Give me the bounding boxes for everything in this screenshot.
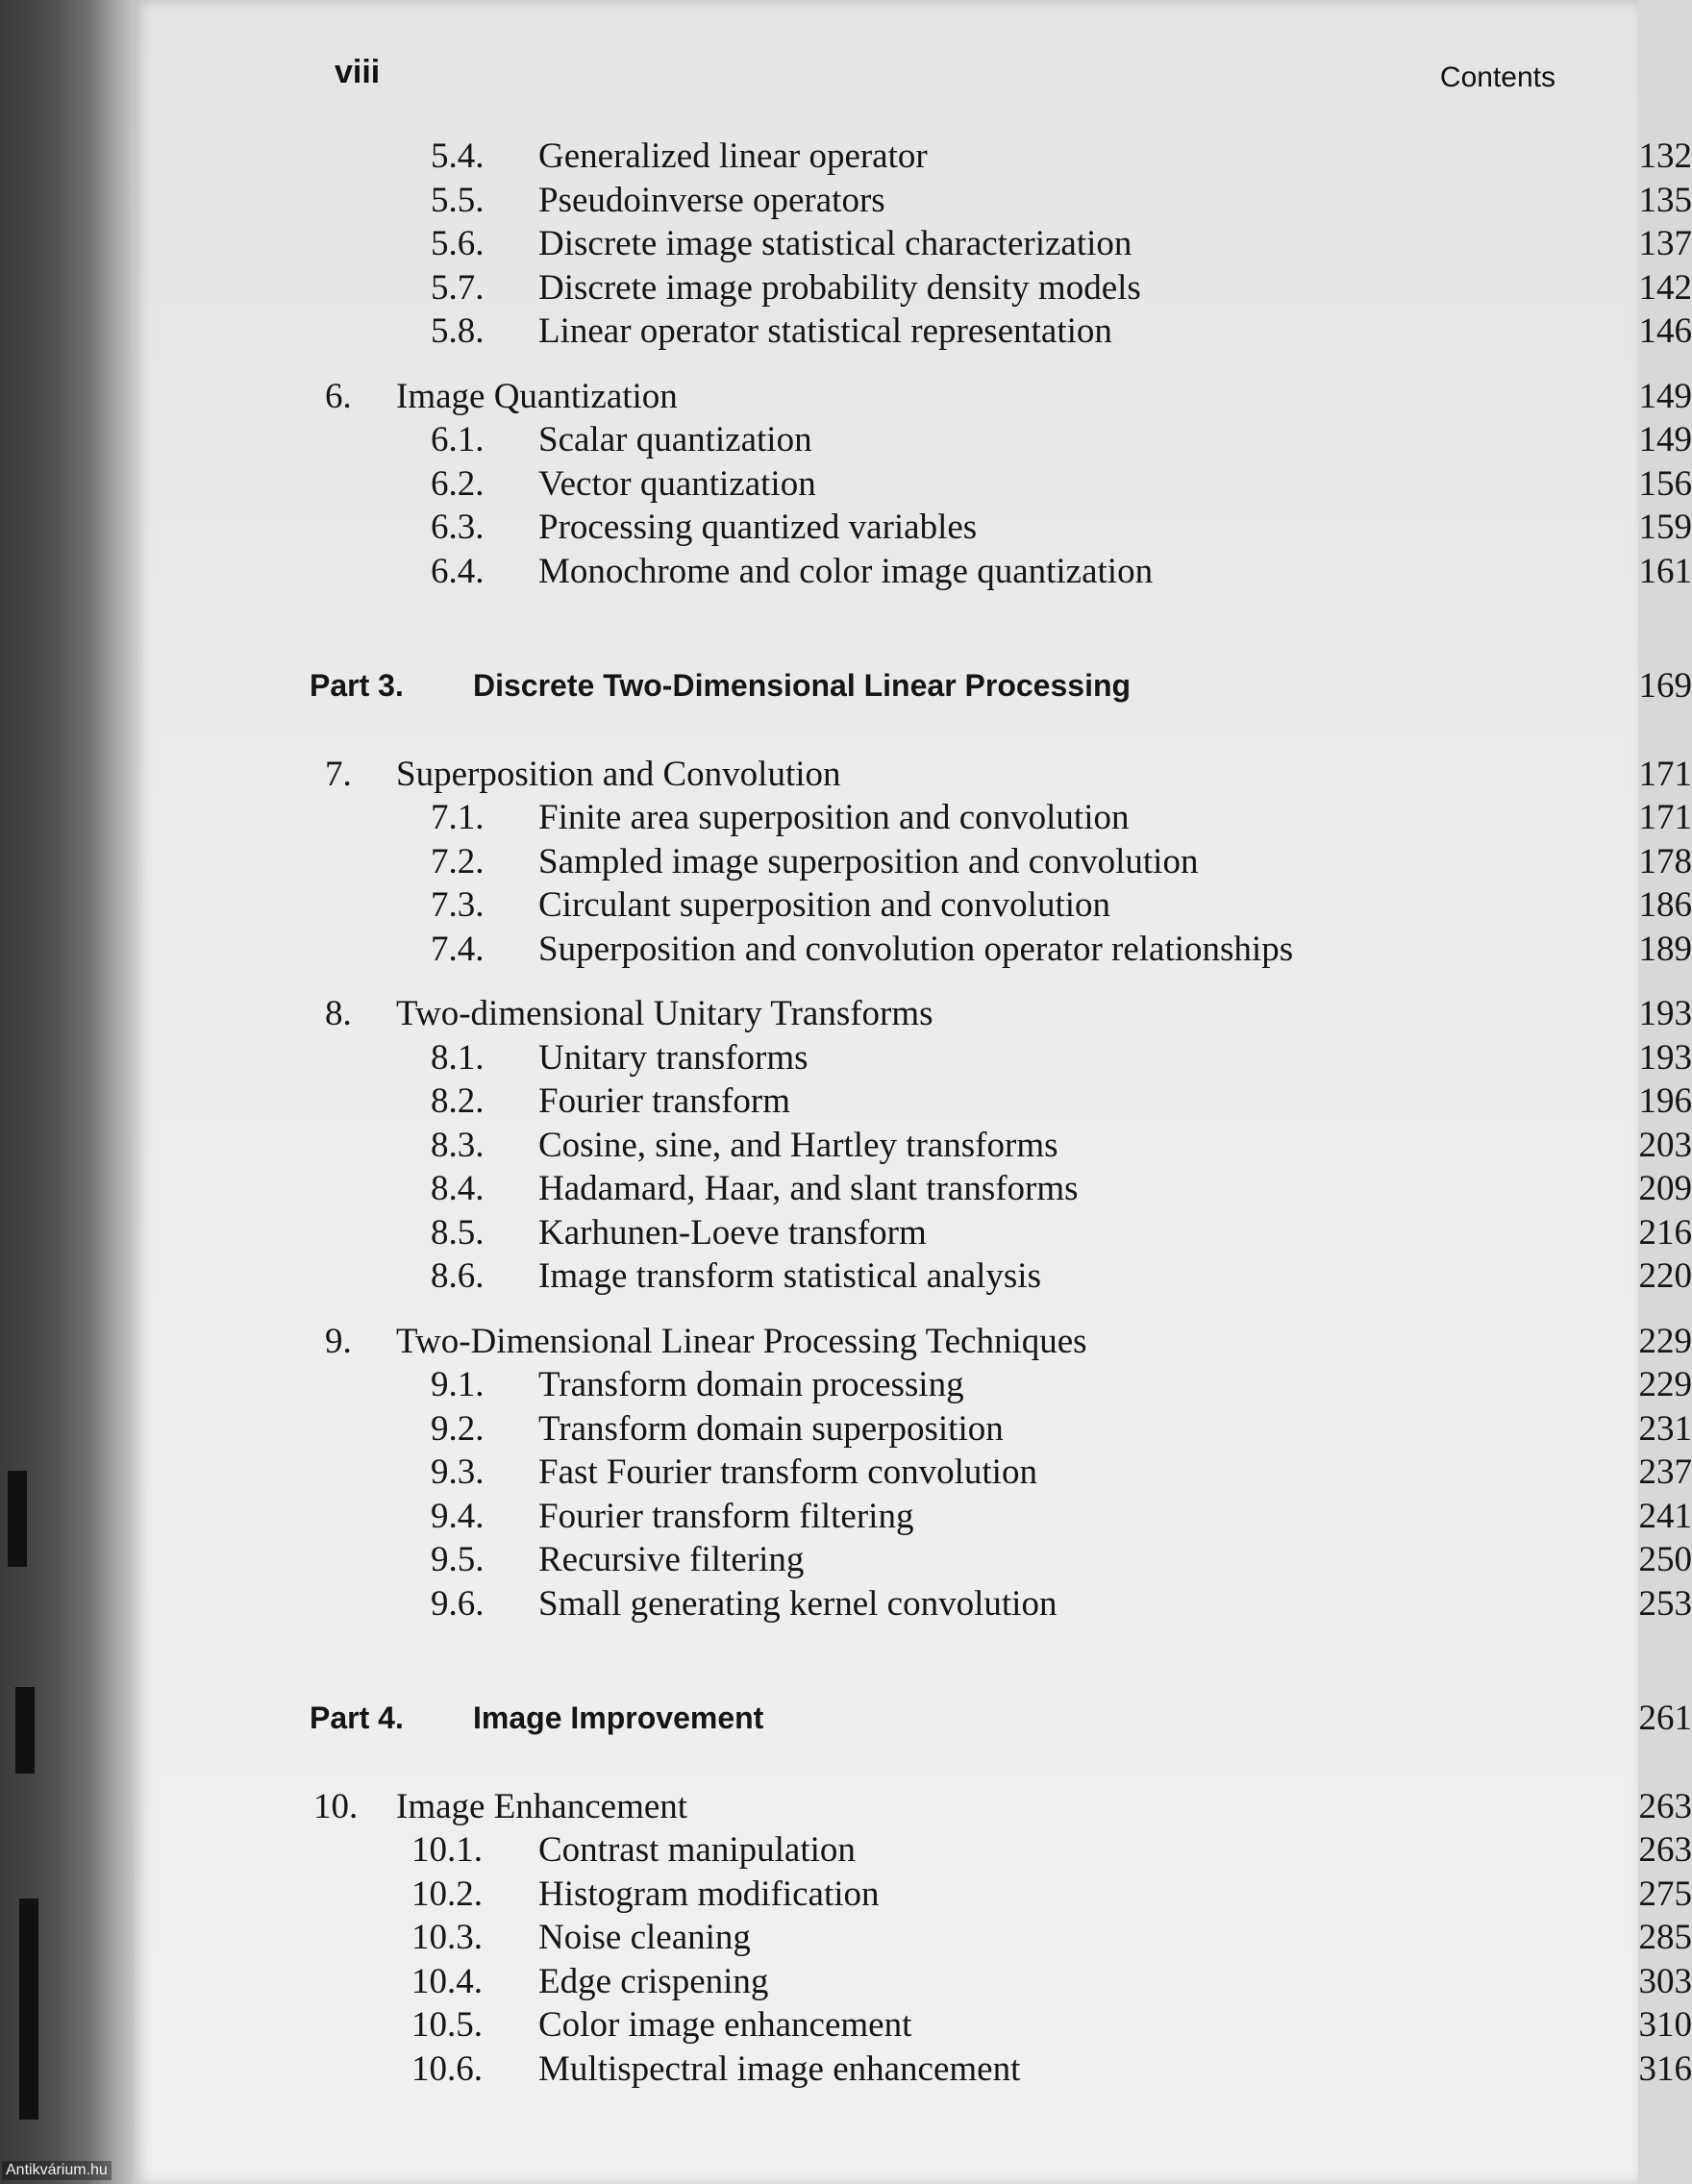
- section-title: Generalized linear operator: [538, 136, 928, 176]
- page-folio: viii: [335, 54, 381, 90]
- section-number: 9.4.: [431, 1496, 485, 1536]
- section-number: 5.6.: [431, 224, 485, 263]
- section-title: Sampled image superposition and convolution: [538, 841, 1199, 881]
- chapter-title: Superposition and Convolution: [396, 754, 841, 794]
- section-number: 8.1.: [431, 1037, 485, 1078]
- spacer: [325, 971, 1692, 992]
- section-number: 10.6.: [411, 2048, 483, 2089]
- section-page: 149: [1638, 420, 1692, 459]
- toc-section: [325, 222, 1692, 266]
- section-page: 263: [1638, 1830, 1692, 1870]
- section-page: 193: [1638, 1037, 1692, 1078]
- section-page: 216: [1638, 1212, 1692, 1253]
- chapter-page: 171: [1638, 754, 1692, 794]
- section-title: Transform domain superposition: [538, 1408, 1004, 1449]
- part-title: Image Improvement: [473, 1700, 764, 1735]
- part-title: Discrete Two-Dimensional Linear Processing: [473, 668, 1132, 703]
- toc-section: [325, 928, 1692, 972]
- toc-section: [325, 179, 1692, 223]
- spacer: [325, 1626, 1692, 1697]
- section-page: 231: [1638, 1408, 1692, 1449]
- chapter-page: 193: [1638, 994, 1692, 1033]
- section-page: 275: [1638, 1874, 1692, 1914]
- section-title: Karhunen-Loeve transform: [538, 1212, 927, 1253]
- section-page: 178: [1638, 841, 1692, 881]
- section-page: 132: [1638, 136, 1692, 176]
- section-number: 9.1.: [431, 1365, 485, 1404]
- part-page: 169: [1638, 666, 1692, 706]
- part-page: 261: [1638, 1699, 1692, 1738]
- chapter-number: 9.: [325, 1321, 352, 1361]
- section-page: 209: [1638, 1169, 1692, 1208]
- toc-section: [325, 1916, 1692, 1960]
- section-number: 5.4.: [431, 136, 485, 176]
- section-page: 253: [1638, 1583, 1692, 1624]
- spine-mark: [19, 1899, 38, 2120]
- running-head: [335, 48, 1555, 96]
- section-page: 250: [1638, 1540, 1692, 1579]
- section-page: 159: [1638, 508, 1692, 547]
- section-title: Color image enhancement: [538, 2005, 912, 2045]
- section-number: 5.8.: [431, 311, 485, 351]
- section-title: Linear operator statistical representation: [538, 311, 1112, 351]
- toc-section: [325, 1495, 1692, 1539]
- section-number: 6.4.: [431, 551, 485, 591]
- toc-section: [325, 1080, 1692, 1124]
- section-number: 7.2.: [431, 841, 485, 881]
- spine-mark: [15, 1687, 35, 1774]
- toc-chapter: [325, 375, 1692, 419]
- section-title: Fourier transform filtering: [538, 1496, 914, 1536]
- section-page: 137: [1638, 224, 1692, 263]
- toc-chapter: [325, 992, 1692, 1036]
- section-page: 135: [1638, 180, 1692, 220]
- section-page: 156: [1638, 463, 1692, 504]
- section-title: Circulant superposition and convolution: [538, 885, 1110, 925]
- toc-section: [325, 1873, 1692, 1917]
- section-page: 237: [1638, 1452, 1692, 1492]
- spacer: [325, 354, 1692, 375]
- toc-section: [325, 1407, 1692, 1452]
- section-page: 189: [1638, 929, 1692, 969]
- section-title: Edge crispening: [538, 1961, 769, 2001]
- toc-section: [325, 2048, 1692, 2092]
- section-number: 9.5.: [431, 1540, 485, 1579]
- section-title: Histogram modification: [538, 1874, 880, 1914]
- section-title: Finite area superposition and convolution: [538, 798, 1130, 837]
- section-number: 8.6.: [431, 1256, 485, 1296]
- section-page: 203: [1638, 1125, 1692, 1165]
- section-title: Discrete image statistical characterization: [538, 224, 1132, 263]
- spine-mark: [8, 1471, 27, 1567]
- section-number: 8.3.: [431, 1125, 485, 1165]
- toc-section: [325, 135, 1692, 179]
- spacer: [325, 1741, 1692, 1785]
- section-number: 6.2.: [431, 463, 485, 504]
- toc-chapter: [313, 1785, 1692, 1829]
- toc-section: [325, 1582, 1692, 1626]
- chapter-number: 7.: [325, 754, 352, 794]
- section-title: Multispectral image enhancement: [538, 2048, 1021, 2089]
- section-page: 161: [1638, 551, 1692, 591]
- toc-chapter: [325, 753, 1692, 797]
- section-number: 10.3.: [411, 1918, 483, 1957]
- toc-section: [325, 462, 1692, 507]
- chapter-page: 229: [1638, 1321, 1692, 1361]
- toc-chapter: [325, 1320, 1692, 1364]
- chapter-number: 10.: [313, 1786, 359, 1826]
- section-page: 310: [1638, 2005, 1692, 2045]
- toc-part: [310, 1697, 1692, 1741]
- section-number: 9.6.: [431, 1583, 485, 1624]
- chapter-title: Two-Dimensional Linear Processing Techniques: [396, 1321, 1087, 1361]
- book-spine: [0, 0, 135, 2184]
- section-title: Discrete image probability density models: [538, 267, 1141, 308]
- section-title: Noise cleaning: [538, 1918, 751, 1957]
- section-title: Cosine, sine, and Hartley transforms: [538, 1125, 1058, 1165]
- section-number: 9.3.: [431, 1452, 485, 1492]
- toc-section: [325, 1211, 1692, 1255]
- section-title: Contrast manipulation: [538, 1830, 856, 1870]
- toc-section: [325, 418, 1692, 462]
- chapter-page: 263: [1638, 1786, 1692, 1826]
- section-title: Recursive filtering: [538, 1540, 805, 1579]
- running-head-title: Contents: [1439, 62, 1555, 93]
- section-page: 285: [1638, 1918, 1692, 1957]
- section-number: 9.2.: [431, 1408, 485, 1449]
- section-title: Fast Fourier transform convolution: [538, 1452, 1037, 1492]
- toc-section: [325, 1167, 1692, 1211]
- toc-section: [325, 1451, 1692, 1495]
- toc-section: [325, 1960, 1692, 2004]
- section-title: Superposition and convolution operator relationships: [538, 929, 1294, 969]
- section-number: 7.4.: [431, 929, 485, 969]
- spacer: [325, 593, 1692, 664]
- section-page: 146: [1638, 311, 1692, 351]
- section-title: Image transform statistical analysis: [538, 1256, 1041, 1296]
- toc-section: [325, 840, 1692, 884]
- section-page: 171: [1638, 798, 1692, 837]
- section-title: Pseudoinverse operators: [538, 180, 885, 220]
- section-title: Processing quantized variables: [538, 508, 978, 547]
- toc-section: [325, 266, 1692, 310]
- toc-section: [325, 1254, 1692, 1299]
- part-number: Part 4.: [310, 1700, 404, 1735]
- section-number: 10.1.: [411, 1830, 483, 1870]
- toc-section: [325, 796, 1692, 840]
- toc-section: [325, 1538, 1692, 1582]
- table-of-contents: [310, 135, 1692, 2091]
- section-page: 241: [1638, 1496, 1692, 1536]
- chapter-title: Image Enhancement: [396, 1786, 688, 1826]
- toc-section: [325, 550, 1692, 594]
- toc-section: [325, 883, 1692, 928]
- section-number: 8.4.: [431, 1169, 485, 1208]
- chapter-title: Image Quantization: [396, 376, 678, 416]
- section-number: 10.5.: [411, 2005, 483, 2045]
- chapter-page: 149: [1638, 376, 1692, 416]
- section-title: Hadamard, Haar, and slant transforms: [538, 1169, 1079, 1208]
- spacer: [325, 1299, 1692, 1320]
- section-page: 142: [1638, 267, 1692, 308]
- section-title: Fourier transform: [538, 1081, 791, 1121]
- section-title: Transform domain processing: [538, 1365, 964, 1404]
- section-number: 7.1.: [431, 798, 485, 837]
- section-page: 303: [1638, 1961, 1692, 2001]
- section-page: 196: [1638, 1081, 1692, 1121]
- toc-section: [325, 310, 1692, 354]
- toc-section: [325, 1036, 1692, 1080]
- toc-section: [325, 2003, 1692, 2048]
- spacer: [325, 708, 1692, 753]
- section-page: 220: [1638, 1256, 1692, 1296]
- section-number: 7.3.: [431, 885, 485, 925]
- part-number: Part 3.: [310, 668, 404, 703]
- toc-section: [325, 506, 1692, 550]
- toc-section: [325, 1124, 1692, 1168]
- section-page: 316: [1638, 2048, 1692, 2089]
- section-number: 8.2.: [431, 1081, 485, 1121]
- chapter-number: 8.: [325, 994, 352, 1033]
- book-page: [135, 0, 1692, 2184]
- section-number: 5.5.: [431, 180, 485, 220]
- section-number: 8.5.: [431, 1212, 485, 1253]
- section-title: Small generating kernel convolution: [538, 1583, 1058, 1624]
- section-page: 229: [1638, 1365, 1692, 1404]
- section-title: Monochrome and color image quantization: [538, 551, 1154, 591]
- section-title: Vector quantization: [538, 463, 816, 504]
- chapter-number: 6.: [325, 376, 352, 416]
- toc-section: [325, 1363, 1692, 1407]
- section-title: Scalar quantization: [538, 420, 812, 459]
- chapter-title: Two-dimensional Unitary Transforms: [396, 994, 933, 1033]
- section-number: 6.3.: [431, 508, 485, 547]
- watermark: Antikvárium.hu: [2, 2161, 112, 2180]
- section-title: Unitary transforms: [538, 1037, 809, 1078]
- section-number: 10.2.: [411, 1874, 483, 1914]
- section-number: 6.1.: [431, 420, 485, 459]
- toc-part: [310, 664, 1692, 708]
- toc-section: [325, 1828, 1692, 1873]
- section-number: 5.7.: [431, 267, 485, 308]
- section-page: 186: [1638, 885, 1692, 925]
- section-number: 10.4.: [411, 1961, 483, 2001]
